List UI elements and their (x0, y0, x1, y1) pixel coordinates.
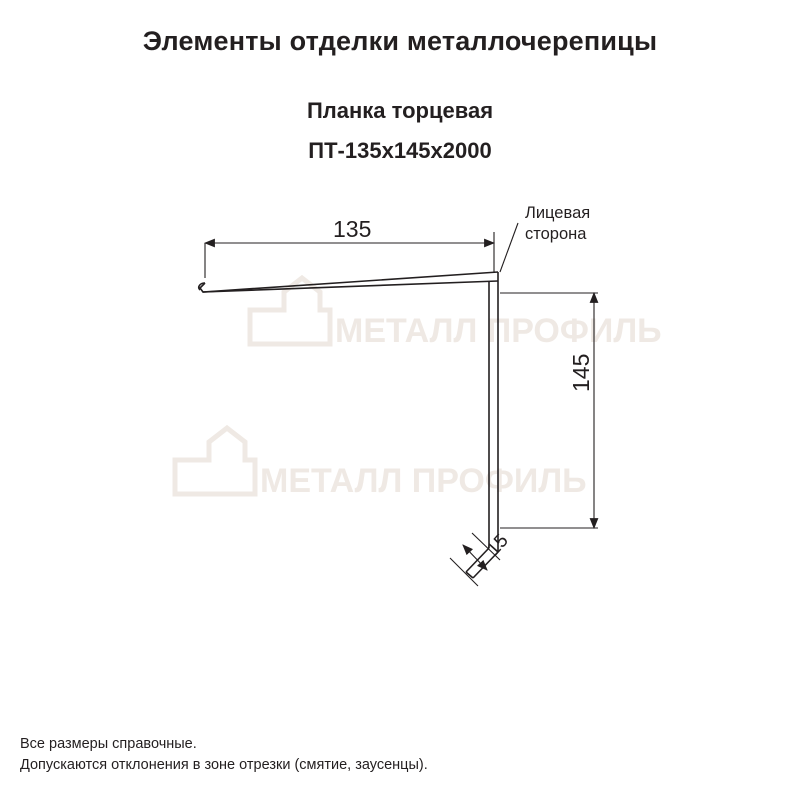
footnote-line-2: Допускаются отклонения в зоне отрезки (смятие, заусенцы). (20, 756, 428, 773)
dimension-width-label: 135 (333, 216, 372, 242)
dimension-lip-label: 15 (483, 530, 513, 561)
svg-text:МЕТАЛЛ ПРОФИЛЬ: МЕТАЛЛ ПРОФИЛЬ (260, 462, 587, 500)
face-side-line2: сторона (525, 224, 587, 243)
product-name: Планка торцевая (306, 98, 494, 123)
footnote-line-1: Все размеры справочные. (20, 735, 197, 752)
page-title: Элементы отделки металлочерепицы (142, 26, 658, 56)
face-side-annotation (525, 203, 590, 244)
dimension-height-label: 145 (568, 353, 594, 392)
svg-text:МЕТАЛЛ ПРОФИЛЬ: МЕТАЛЛ ПРОФИЛЬ (335, 312, 662, 350)
product-code: ПТ-135x145x2000 (308, 138, 492, 163)
footnotes (20, 734, 428, 776)
face-side-line1: Лицевая (525, 204, 591, 222)
